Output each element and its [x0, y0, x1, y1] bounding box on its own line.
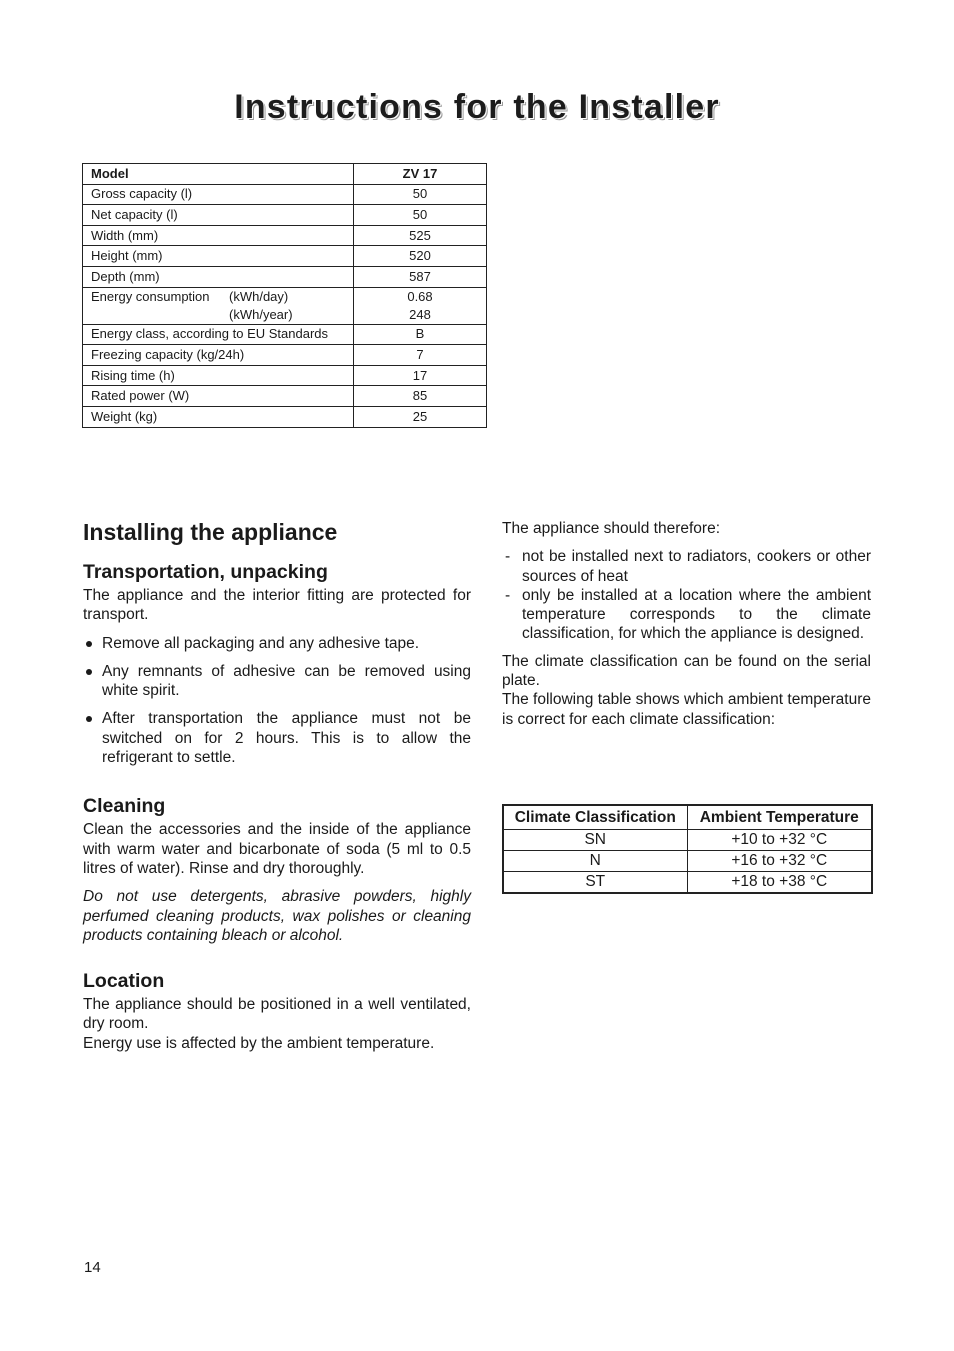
- climate-class: ST: [503, 872, 687, 893]
- energy-unit-day: (kWh/day): [229, 288, 289, 304]
- list-item: - only be installed at a location where the ambient temperature corresponds to the climate classification, for which the appliance is designed.: [502, 586, 871, 644]
- location-text-energy: Energy use is affected by the ambient temperature.: [83, 1034, 435, 1052]
- list-item: Any remnants of adhesive can be removed using white spirit.: [83, 662, 471, 701]
- ambient-temperature: +18 to +38 °C: [687, 872, 872, 893]
- spec-value: ZV 17: [354, 164, 487, 185]
- spec-value: 25: [354, 406, 487, 427]
- ambient-temperature: +16 to +32 °C: [687, 850, 872, 871]
- spec-value: 85: [354, 386, 487, 407]
- list-item: - not be installed next to radiators, cookers or other sources of heat: [502, 547, 871, 586]
- energy-value-day: 0.68: [407, 288, 433, 304]
- spec-value: B: [354, 324, 487, 345]
- table-row: [83, 184, 487, 205]
- spec-label: Height (mm): [83, 246, 354, 267]
- energy-label: Energy consumption: [91, 288, 210, 304]
- table-row: [503, 850, 872, 871]
- table-row: [83, 246, 487, 267]
- table-row: [83, 386, 487, 407]
- table-row: [83, 225, 487, 246]
- spec-value: 525: [354, 225, 487, 246]
- energy-value-cell: [354, 287, 487, 324]
- left-column: [83, 518, 471, 1053]
- climate-class: N: [503, 850, 687, 871]
- climate-class: SN: [503, 829, 687, 850]
- page-number: 14: [84, 1259, 101, 1276]
- spec-label: Freezing capacity (kg/24h): [83, 345, 354, 366]
- spec-label: Gross capacity (l): [83, 184, 354, 205]
- table-row: [83, 406, 487, 427]
- table-row: [83, 345, 487, 366]
- table-row: [503, 872, 872, 893]
- column-header: Climate Classification: [503, 805, 687, 829]
- spec-value: 7: [354, 345, 487, 366]
- subheading-cleaning: Cleaning: [83, 795, 166, 818]
- energy-unit-year: (kWh/year): [229, 306, 293, 322]
- ambient-temperature: +10 to +32 °C: [687, 829, 872, 850]
- spec-label: Energy class, according to EU Standards: [83, 324, 354, 345]
- right-intro: The appliance should therefore:: [502, 520, 721, 537]
- section-heading-installing: Installing the appliance: [83, 519, 338, 545]
- transport-bullet-list: [83, 634, 471, 768]
- table-row: [83, 324, 487, 345]
- list-item: Remove all packaging and any adhesive tape.: [83, 634, 471, 653]
- spec-label: Depth (mm): [83, 266, 354, 287]
- right-column: [502, 519, 871, 729]
- table-row: [503, 829, 872, 850]
- energy-value-year: 248: [409, 306, 431, 322]
- climate-table-intro: The following table shows which ambient temperature is correct for each climate classification:: [502, 691, 871, 728]
- page-title: Instructions for the Installer: [234, 88, 720, 126]
- spec-label: Rising time (h): [83, 365, 354, 386]
- subheading-location: Location: [83, 970, 165, 993]
- spec-label: Width (mm): [83, 225, 354, 246]
- climate-classification-table: [502, 804, 873, 894]
- spec-value: 587: [354, 266, 487, 287]
- spec-label: Rated power (W): [83, 386, 354, 407]
- list-item: After transportation the appliance must not be switched on for 2 hours. This is to allow the refrigerant to settle.: [83, 709, 471, 767]
- climate-note: The climate classification can be found on the serial plate.: [502, 652, 871, 690]
- table-row: [83, 365, 487, 386]
- placement-dash-list: [502, 547, 871, 643]
- spec-label: Model: [83, 164, 354, 185]
- cleaning-warning: Do not use detergents, abrasive powders, highly perfumed cleaning products, wax polishes or cleaning products containing bleach or alcohol.: [83, 888, 471, 944]
- specifications-table: [82, 163, 487, 428]
- column-header: Ambient Temperature: [687, 805, 872, 829]
- cleaning-text: Clean the accessories and the inside of the appliance with warm water and bicarbonate of soda (5 ml to 0.5 litres of water). Rinse and dry thoroughly.: [83, 821, 471, 877]
- table-row-energy: [83, 287, 487, 324]
- table-row: [83, 205, 487, 226]
- table-row: [83, 266, 487, 287]
- spec-label: Weight (kg): [83, 406, 354, 427]
- spec-value: 50: [354, 205, 487, 226]
- spec-value: 520: [354, 246, 487, 267]
- subheading-transport: Transportation, unpacking: [83, 561, 328, 583]
- transport-intro: The appliance and the interior fitting are protected for transport.: [83, 587, 471, 624]
- table-row: [83, 164, 487, 185]
- spec-value: 50: [354, 184, 487, 205]
- spec-value: 17: [354, 365, 487, 386]
- spec-label: Net capacity (l): [83, 205, 354, 226]
- location-text: The appliance should be positioned in a well ventilated, dry room.: [83, 996, 471, 1033]
- table-header-row: [503, 805, 872, 829]
- energy-label-cell: [83, 287, 354, 324]
